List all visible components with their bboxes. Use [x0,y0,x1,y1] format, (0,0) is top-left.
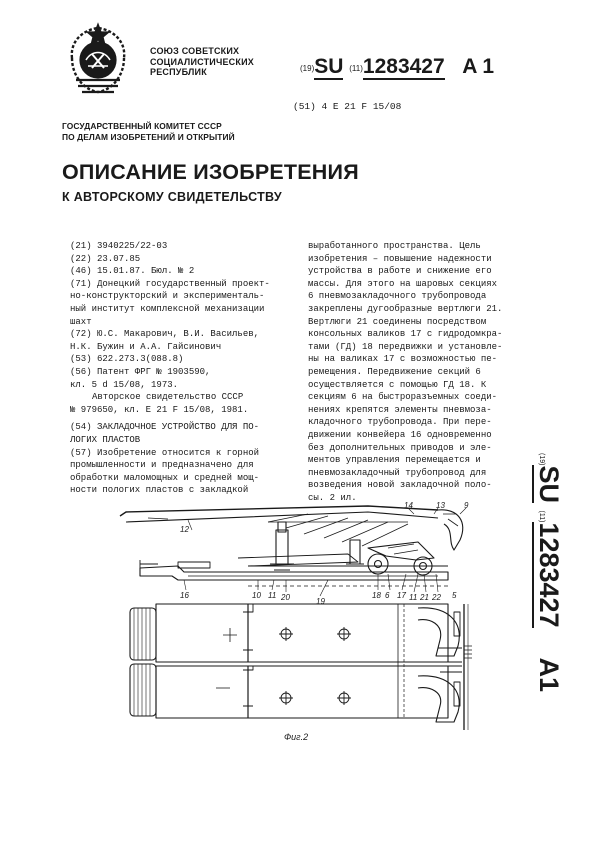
field-54-line: (54) ЗАКЛАДОЧНОЕ УСТРОЙСТВО ДЛЯ ПО- [70,422,260,433]
country-line: СОЦИАЛИСТИЧЕСКИХ [150,56,254,67]
technical-drawing [118,500,480,745]
label-21: 21 [420,593,429,602]
abstract-line: 6 пневмозакладочного трубопровода [308,291,487,302]
label-11-right: 11 [409,593,418,602]
label-18: 18 [372,591,381,600]
country-code: SU [314,55,344,78]
abstract-line: ремещения. Передвижение секций 6 [308,366,481,377]
bibliographic-data [70,240,302,497]
abstract-line: ны на валиках 17 с возможностью пе- [308,354,498,365]
code-tag: (19) [300,64,315,73]
abstract-line: секциям 6 на быстроразъемных соеди- [308,392,498,403]
field-57-line: промышленности и предназначено для [70,460,254,471]
abstract-line: закреплены дугообразные вертлюги 21. [308,303,503,314]
kind-code: A 1 [462,55,495,78]
field-56-line: № 979650, кл. Е 21 F 15/08, 1981. [70,404,249,415]
field-22: (22) 23.07.85 [70,253,141,264]
abstract-line: изобретения – повышение надежности [308,253,492,264]
label-17: 17 [397,591,406,600]
field-71-line: но-конструкторский и эксперименталь- [70,291,265,302]
abstract-line: возведения новой закладочной поло- [308,480,492,491]
field-56-line: кл. 5 d 15/08, 1973. [70,379,179,390]
abstract-line: ментов управления перемещается и [308,455,481,466]
label-22: 22 [432,593,441,602]
country-line: СОЮЗ СОВЕТСКИХ [150,46,240,56]
field-72-line: Н.К. Бужин и А.А. Гайсинович [70,341,222,352]
abstract-line: движении конвейера 16 одновременно [308,429,492,440]
abstract-line: консольных валиков 17 с гидродомкра- [308,329,503,340]
label-20: 20 [281,593,290,602]
figure-caption: Фиг.2 [284,732,309,742]
side-code-tag: (19) [538,453,545,466]
abstract-line: массы. Для этого на шаровых секциях [308,278,498,289]
abstract-line: Вертлюги 21 соединены посредством [308,316,487,327]
abstract-line: кладочного трубопровода. При пере- [308,417,492,428]
field-71-line: шахт [70,316,92,327]
plan-view [130,604,472,730]
field-53: (53) 622.273.3(088.8) [70,354,184,365]
abstract-line: осуществляется с помощью ГД 18. К [308,379,487,390]
side-country-code: SU [534,465,564,503]
field-71-line: ный институт комплексной механизации [70,303,265,314]
label-10: 10 [252,591,261,600]
field-54-line: ЛОГИХ ПЛАСТОВ [70,434,141,445]
ussr-emblem-icon [62,20,134,100]
abstract-line: пневмозакладочный трубопровод для [308,467,487,478]
side-view [120,506,463,586]
side-number: 1283427 [534,522,564,628]
document-title: ОПИСАНИЕ ИЗОБРЕТЕНИЯ [62,160,359,184]
field-57-line: (57) Изобретение относится к горной [70,447,260,458]
field-72-line: (72) Ю.С. Макарович, В.И. Васильев, [70,329,260,340]
label-14: 14 [404,501,413,510]
committee-line: ПО ДЕЛАМ ИЗОБРЕТЕНИЙ И ОТКРЫТИЙ [62,132,235,142]
country-line: РЕСПУБЛИК [150,67,207,77]
side-kind: A1 [534,657,564,693]
field-46: (46) 15.01.87. Бюл. № 2 [70,266,195,277]
abstract-line: без дополнительных приводов и эле- [308,442,492,453]
field-57-line: ности пологих пластов с закладкой [70,485,249,496]
abstract-line: устройства в работе и снижение его [308,266,492,277]
abstract-line: выработанного пространства. Цель [308,241,481,251]
label-19: 19 [316,597,325,606]
field-57-line: обработки маломощных и средней мощ- [70,472,260,483]
field-56-line: (56) Патент ФРГ № 1903590, [70,366,211,377]
field-71-line: (71) Донецкий государственный проект- [70,278,270,289]
committee-name [62,121,235,143]
abstract-line: нениях крепятся элементы пневмоза- [308,404,492,415]
number-tag: (11) [349,64,363,73]
label-11-left: 11 [268,591,277,600]
abstract-line: тами (ГД) 18 передвижки и установле- [308,341,503,352]
label-13: 13 [436,501,445,510]
side-publication-number [530,453,570,693]
label-6: 6 [385,591,390,600]
abstract-text [308,240,520,504]
label-12: 12 [180,525,189,534]
country-name [150,46,254,78]
field-21: (21) 3940225/22-03 [70,241,168,251]
ipc-classification: (51) 4 Е 21 F 15/08 [293,101,402,112]
label-5: 5 [452,591,457,600]
field-56-line: Авторское свидетельство СССР [92,392,244,403]
patent-number: 1283427 [362,55,445,78]
side-number-tag: (11) [538,510,545,523]
committee-line: ГОСУДАРСТВЕННЫЙ КОМИТЕТ СССР [62,121,222,131]
label-9: 9 [464,501,469,510]
publication-number [300,55,494,79]
abstract-line: сы. 2 ил. [308,492,357,503]
label-16: 16 [180,591,189,600]
document-subtitle: К АВТОРСКОМУ СВИДЕТЕЛЬСТВУ [62,190,282,204]
